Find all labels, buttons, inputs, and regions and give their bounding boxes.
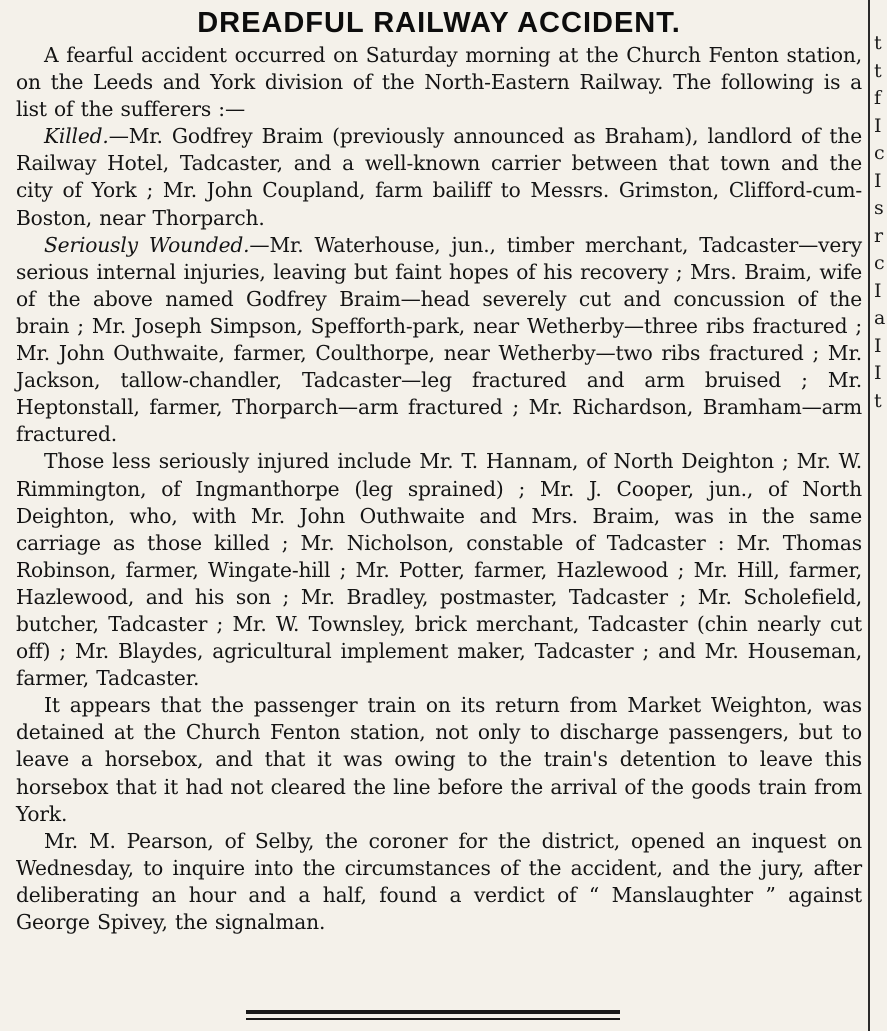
wounded-text: —Mr. Waterhouse, jun., timber merchant, Tadcaster—very serious internal injuries, leaving but faint hopes of his recovery ; Mrs. Braim, wife of the above named Godfrey Braim—head severely cut and concussion of the brain ; Mr. Joseph Simpson, Spefforth-park, near Wetherby—three ribs fractured ; Mr. John Outhwaite, farmer, Coulthorpe, near Wetherby—two ribs fractured ; Mr. Jackson, tallow-chandler, Tadcaster—leg fractured and arm bruised ; Mr. Heptonstall, farmer, Thorparch—arm fractured ; Mr. Richardson, Bramham—arm fractured.	[16, 232, 862, 447]
article-headline: DREADFUL RAILWAY ACCIDENT.	[197, 7, 681, 39]
wounded-paragraph	[16, 232, 862, 449]
adjacent-column-fragments	[874, 30, 887, 415]
fragment-letter: I	[874, 169, 882, 192]
fragment-letter: c	[874, 142, 885, 164]
fragment-letter: t	[874, 389, 882, 412]
column-divider	[868, 0, 870, 1031]
fragment-letter: s	[874, 197, 884, 219]
fragment-letter: I	[874, 279, 882, 302]
wounded-label: Seriously Wounded.	[44, 232, 250, 257]
fragment-letter: a	[874, 307, 886, 329]
fragment-letter: I	[874, 334, 882, 357]
fragment-letter: I	[874, 114, 882, 137]
fragment-letter: r	[874, 224, 884, 247]
killed-paragraph	[16, 123, 862, 231]
intro-paragraph: A fearful accident occurred on Saturday morning at the Church Fenton station, on the Leeds and York division of the North-Eastern Railway. The following is a list of the sufferers :—	[16, 43, 862, 122]
fragment-letter: c	[874, 252, 885, 274]
inquest-paragraph: Mr. M. Pearson, of Selby, the coroner for the district, opened an inquest on Wednesday, to inquire into the circumstances of the accident, and the jury, after deliberating an hour and a half, found a verdict of “ Manslaughter ” against George Spivey, the signalman.	[16, 828, 862, 934]
fragment-letter: f	[874, 87, 882, 109]
article-column	[16, 0, 862, 936]
less-injured-paragraph: Those less seriously injured include Mr. T. Hannam, of North Deighton ; Mr. W. Rimmington, of Ingmanthorpe (leg sprained) ; Mr. J. Cooper, jun., of North Deighton, who, with Mr. John Outhwaite and Mrs. Braim, was in the same carriage as those killed ; Mr. Nicholson, constable of Tadcaster : Mr. Thomas Robinson, farmer, Wingate-hill ; Mr. Potter, farmer, Hazlewood ; Mr. Hill, farmer, Hazlewood, and his son ; Mr. Bradley, postmaster, Tadcaster ; Mr. Scholefield, butcher, Tadcaster ; Mr. W. Townsley, brick merchant, Tadcaster (chin nearly cut off) ; Mr. Blaydes, agricultural implement maker, Tadcaster ; and Mr. Houseman, farmer, Tadcaster.	[16, 449, 862, 691]
killed-text: —Mr. Godfrey Braim (previously announced as Braham), landlord of the Railway Hotel, Tadcaster, and a well-known carrier between that town and the city of York ; Mr. John Coupland, farm bailiff to Messrs. Grimston, Clifford-cum-Boston, near Thorparch.	[16, 124, 862, 230]
end-rule-thin	[246, 1018, 620, 1020]
fragment-letter: t	[874, 32, 882, 54]
cause-paragraph: It appears that the passenger train on its return from Market Weighton, was detained at the Church Fenton station, not only to discharge passengers, but to leave a horsebox, and that it was owing to the train's detention to leave this horsebox that it had not cleared the line before the arrival of the goods train from York.	[16, 693, 862, 826]
killed-label: Killed.	[44, 124, 109, 149]
end-rule-thick	[246, 1010, 620, 1014]
fragment-letter: I	[874, 362, 882, 384]
fragment-letter: t	[874, 59, 882, 82]
